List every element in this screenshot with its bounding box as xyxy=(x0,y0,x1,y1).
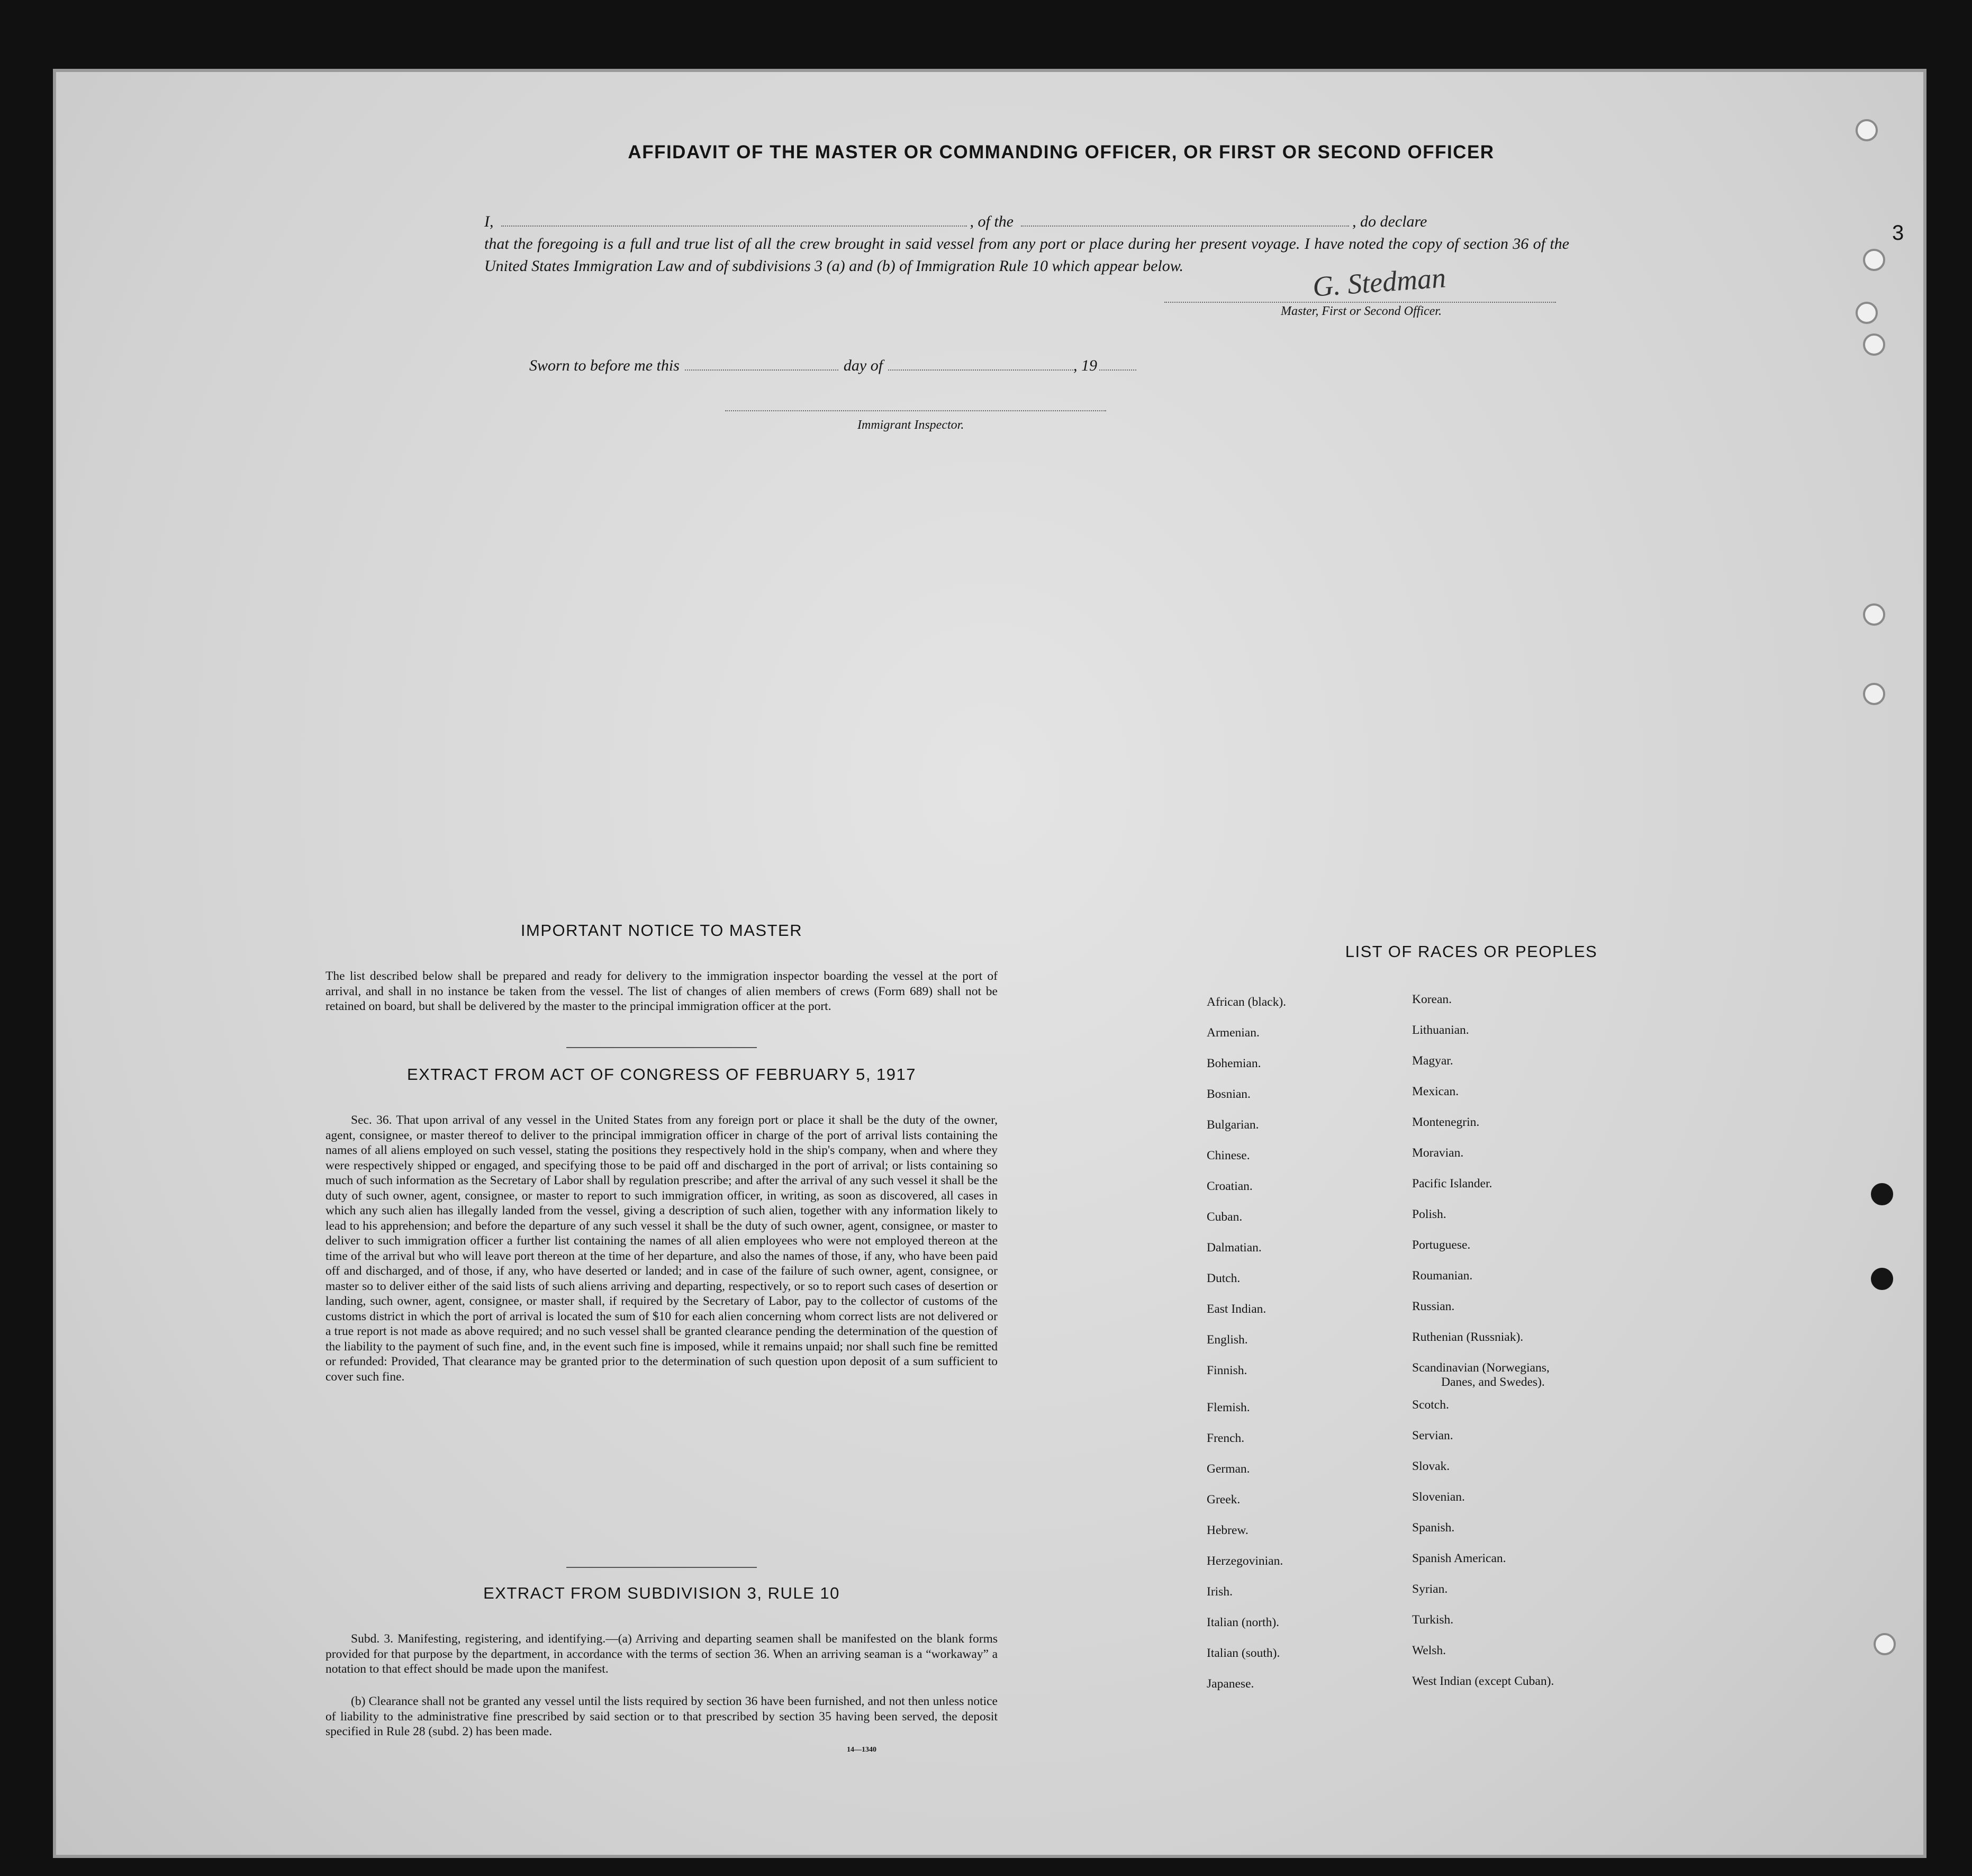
race-item: English. xyxy=(1207,1333,1248,1347)
signature-label: Master, First or Second Officer. xyxy=(1281,304,1442,318)
notice-text: The list described below shall be prepared and ready for delivery to the immigration inspector boarding the vessel at the port of arrival, and shall in no instance be taken from the vessel. The list of changes of alien members of crews (Form 689) shall not be retained on board, but shall be delivered by the master to the principal immigration officer at the port. xyxy=(325,969,998,1013)
race-item: Montenegrin. xyxy=(1412,1115,1480,1129)
declaration-first-line xyxy=(484,211,1569,233)
sworn-day-label: day of xyxy=(843,357,883,374)
race-item: Welsh. xyxy=(1412,1644,1446,1657)
affidavit-title: AFFIDAVIT OF THE MASTER OR COMMANDING OFFICER, OR FIRST OR SECOND OFFICER xyxy=(628,142,1495,163)
divider xyxy=(566,1047,757,1048)
race-item: Chinese. xyxy=(1207,1149,1250,1162)
race-item: Ruthenian (Russniak). xyxy=(1412,1330,1524,1344)
binder-hole xyxy=(1874,1633,1896,1655)
race-item: French. xyxy=(1207,1431,1245,1445)
race-item: Finnish. xyxy=(1207,1364,1247,1377)
race-item: East Indian. xyxy=(1207,1302,1267,1316)
page-number: 3 xyxy=(1892,221,1904,245)
act-extract-text: Sec. 36. That upon arrival of any vessel in the United States from any foreign port or place it shall be the duty of the owner, agent, consignee, or master thereof to deliver to the principal immigration officer in charge of the port of arrival lists containing the names of all aliens employed on such vessel, stating the positions they respectively hold in the ship's company, when and where they were respectively shipped or engaged, and specifying those to be paid off and discharged in the port of arrival; or lists containing so much of such information as the Secretary of Labor shall by regulation prescribe; and after the arrival of any such vessel it shall be the duty of such owner, agent, consignee, or master to report to such immigration officer, in writing, as soon as discovered, all cases in which any such alien has illegally landed from the vessel, giving a description of such alien, together with any information likely to lead to his apprehension; and before the departure of any such vessel it shall be the duty of such owner, agent, consignee, or master to deliver to such immigration officer a further list containing the names of all alien employees who were not employed thereon at the time of the arrival but who will leave port thereon at the time of her departure, and also the names of those, if any, who have been paid off and discharged, and of those, if any, who have deserted or landed; and in case of the failure of such owner, agent, consignee, or master so to deliver either of the said lists of such aliens arriving and departing, respectively, or so to report such cases of desertion or landing, such owner, agent, consignee, or master shall, if required by the Secretary of Labor, pay to the collector of customs of the customs district in which the port of arrival is located the sum of $10 for each alien concerning whom correct lists are not delivered or a true report is not made as above required; and no such vessel shall be granted clearance pending the determination of the question of the liability to the payment of such fine, and, in the event such fine is imposed, while it remains unpaid; nor shall such fine be remitted or refunded: Provided, That clearance may be granted prior to the determination of such question upon deposit of a sum sufficient to cover such fine. xyxy=(325,1113,998,1384)
race-item: Hebrew. xyxy=(1207,1523,1249,1537)
race-item: Dutch. xyxy=(1207,1271,1241,1285)
binder-hole xyxy=(1856,302,1878,324)
race-item: Roumanian. xyxy=(1412,1269,1473,1283)
race-item: Slovenian. xyxy=(1412,1490,1465,1504)
race-item: Pacific Islander. xyxy=(1412,1177,1492,1190)
race-item: African (black). xyxy=(1207,995,1287,1009)
do-declare-label: , do declare xyxy=(1352,213,1427,230)
sworn-year-blank[interactable] xyxy=(1099,355,1136,371)
race-item-continuation: Danes, and Swedes). xyxy=(1441,1375,1545,1389)
race-item: West Indian (except Cuban). xyxy=(1412,1674,1554,1688)
divider xyxy=(566,1567,757,1568)
inspector-label: Immigrant Inspector. xyxy=(857,418,964,432)
race-item: Croatian. xyxy=(1207,1179,1253,1193)
race-item: Slovak. xyxy=(1412,1459,1450,1473)
binder-hole xyxy=(1856,119,1878,141)
rule-extract-title: EXTRACT FROM SUBDIVISION 3, RULE 10 xyxy=(483,1584,840,1602)
sworn-line xyxy=(529,355,1136,375)
declaration-statement: that the foregoing is a full and true list of all the crew brought in said vessel from any port or place during her present voyage. I have noted the copy of section 36 of the United States Immigration Law and of subdivisions 3 (a) and (b) of Immigration Rule 10 which appear below. xyxy=(484,235,1569,275)
signature-line xyxy=(1164,302,1556,303)
binder-hole xyxy=(1863,603,1885,626)
race-item: Polish. xyxy=(1412,1207,1446,1221)
binder-hole xyxy=(1863,683,1885,705)
race-item: Servian. xyxy=(1412,1429,1453,1442)
race-item: Spanish American. xyxy=(1412,1552,1506,1565)
race-item: Lithuanian. xyxy=(1412,1023,1469,1037)
race-item: Dalmatian. xyxy=(1207,1241,1262,1255)
inspector-signature-line xyxy=(725,410,1106,411)
race-item: Italian (south). xyxy=(1207,1646,1280,1660)
race-item: German. xyxy=(1207,1462,1250,1476)
race-item: Bosnian. xyxy=(1207,1087,1251,1101)
rule-extract-para-a: Subd. 3. Manifesting, registering, and identifying.—(a) Arriving and departing seamen shall be manifested on the blank forms provided for that purpose by the department, in accordance with the terms of section 36. When an arriving seaman is a “workaway” a notation to that effect should be made upon the manifest. xyxy=(325,1632,998,1676)
races-title: LIST OF RACES OR PEOPLES xyxy=(1345,942,1598,961)
race-item: Armenian. xyxy=(1207,1026,1260,1040)
race-item: Syrian. xyxy=(1412,1582,1448,1596)
race-item-scandinavian xyxy=(1412,1361,1550,1390)
notice-title: IMPORTANT NOTICE TO MASTER xyxy=(520,921,803,940)
act-extract-title: EXTRACT FROM ACT OF CONGRESS OF FEBRUARY 5, 1917 xyxy=(406,1065,917,1084)
race-item: Korean. xyxy=(1412,993,1452,1006)
race-item: Scotch. xyxy=(1412,1398,1449,1412)
sworn-prefix: Sworn to before me this xyxy=(529,357,680,374)
race-item: Portuguese. xyxy=(1412,1238,1471,1252)
of-the-label: , of the xyxy=(970,213,1014,230)
race-item: Bulgarian. xyxy=(1207,1118,1259,1132)
rule-extract-para-b: (b) Clearance shall not be granted any vessel until the lists required by section 36 have been furnished, and not then unless notice of liability to the administrative fine prescribed by said section or to that prescribed by section 35 having been served, the deposit specified in Rule 28 (subd. 2) has been made. xyxy=(325,1694,998,1738)
vessel-blank[interactable] xyxy=(1021,211,1349,227)
sworn-day-blank[interactable] xyxy=(685,355,838,371)
race-item: Spanish. xyxy=(1412,1521,1455,1535)
race-item: Japanese. xyxy=(1207,1677,1254,1691)
form-page xyxy=(53,69,1926,1858)
sworn-year-label: , 19 xyxy=(1073,357,1098,374)
name-blank[interactable] xyxy=(501,211,967,227)
binder-hole xyxy=(1871,1268,1893,1290)
race-item: Mexican. xyxy=(1412,1085,1459,1098)
race-item: Russian. xyxy=(1412,1300,1455,1313)
binder-hole xyxy=(1863,333,1885,356)
binder-hole xyxy=(1871,1183,1893,1205)
race-item: Turkish. xyxy=(1412,1613,1454,1627)
race-item: Herzegovinian. xyxy=(1207,1554,1283,1568)
race-item: Cuban. xyxy=(1207,1210,1243,1224)
sworn-month-blank[interactable] xyxy=(888,355,1073,371)
race-item: Italian (north). xyxy=(1207,1616,1280,1629)
form-number: 14—1340 xyxy=(847,1746,876,1754)
i-label: I, xyxy=(484,213,494,230)
race-item: Moravian. xyxy=(1412,1146,1464,1160)
race-item: Bohemian. xyxy=(1207,1057,1261,1070)
master-signature: G. Stedman xyxy=(1311,261,1447,303)
race-item: Irish. xyxy=(1207,1585,1233,1599)
race-item: Scandinavian (Norwegians, xyxy=(1412,1361,1550,1375)
binder-hole xyxy=(1863,249,1885,271)
race-item: Greek. xyxy=(1207,1493,1241,1507)
race-item: Magyar. xyxy=(1412,1054,1453,1068)
race-item: Flemish. xyxy=(1207,1401,1250,1414)
